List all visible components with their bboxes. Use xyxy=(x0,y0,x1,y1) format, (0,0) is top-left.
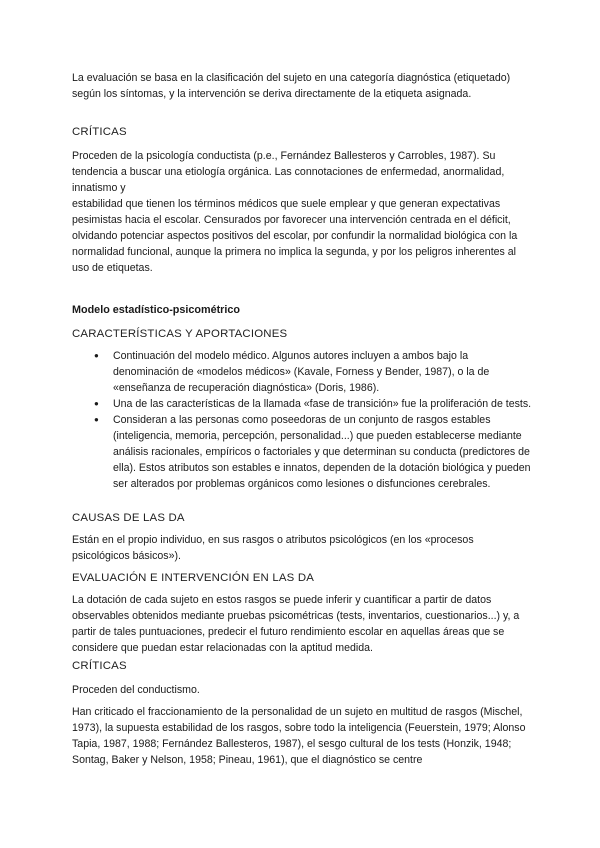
list-item: ● Continuación del modelo médico. Algunos autores incluyen a ambos bajo la denominación de «modelos médicos» (Kavale, Forness y Bender, 1987), o la de «enseñanza de recuperación diagnóstica» (Doris, 1986). xyxy=(72,348,532,396)
list-item: ● Una de las características de la llamada «fase de transición» fue la proliferación de tests. xyxy=(72,396,532,412)
conductismo-paragraph: Proceden del conductismo. xyxy=(72,684,200,696)
criticas-paragraph-1: Proceden de la psicología conductista (p.e., Fernández Ballesteros y Carrobles, 1987). Su tendencia a buscar una etiología orgánica. Las connotaciones de enfermedad, anormalidad, innatismo y xyxy=(72,150,505,194)
evaluacion-heading: EVALUACIÓN E INTERVENCIÓN EN LAS DA xyxy=(72,572,315,584)
section-title: Modelo estadístico-psicométrico xyxy=(72,304,240,316)
criticas-heading-2: CRÍTICAS xyxy=(72,660,127,672)
caracteristicas-list xyxy=(72,348,532,492)
list-item: ● Consideran a las personas como poseedoras de un conjunto de rasgos estables (inteligencia, memoria, percepción, personalidad...) que pueden establecerse mediante análisis racionales, empíricos o factoriales y que determinan su conducta (predictores de ella). Estos atributos son estables e innatos, dependen de la dotación biológica y pueden ser alterados por problemas orgánicos como lesiones o disfunciones cerebrales. xyxy=(72,412,532,492)
causas-heading: CAUSAS DE LAS DA xyxy=(72,512,185,524)
criticas-paragraph-3: Han criticado el fraccionamiento de la personalidad de un sujeto en multitud de rasgos (Mischel, 1973), la supuesta estabilidad de los rasgos, sobre todo la inteligencia (Feuerstein, 1979; Alonso Tapia, 1987, 1988; Fernández Ballesteros, 1987), el sesgo cultural de los tests (Honzik, 1948; Sontag, Baker y Nelson, 1958; Pineau, 1961), que el diagnóstico se centre xyxy=(72,706,526,766)
caracteristicas-heading: CARACTERÍSTICAS Y APORTACIONES xyxy=(72,328,288,340)
criticas-paragraph-2: estabilidad que tienen los términos médicos que suele emplear y que generan expectativas pesimistas hacia el escolar. Censurados por favorecer una intervención centrada en el déficit, olvidando potenciar aspectos positivos del escolar, por confundir la normalidad biológica con la normalidad funcional, aunque la primera no implica la segunda, y por los peligros inherentes al uso de etiquetas. xyxy=(72,198,518,274)
evaluacion-paragraph: La dotación de cada sujeto en estos rasgos se puede inferir y cuantificar a partir de datos observables obtenidos mediante pruebas psicométricas (tests, inventarios, cuestionarios...) y, a partir de tales puntuaciones, predecir el futuro rendimiento escolar en aquellas áreas que se considere que puedan estar relacionadas con la aptitud medida. xyxy=(72,594,520,654)
causas-paragraph: Están en el propio individuo, en sus rasgos o atributos psicológicos (en los «procesos psicológicos básicos»). xyxy=(72,534,474,562)
intro-paragraph: La evaluación se basa en la clasificación del sujeto en una categoría diagnóstica (etiquetado) según los síntomas, y la intervención se deriva directamente de la etiqueta asignada. xyxy=(72,72,511,100)
criticas-heading-1: CRÍTICAS xyxy=(72,126,127,138)
